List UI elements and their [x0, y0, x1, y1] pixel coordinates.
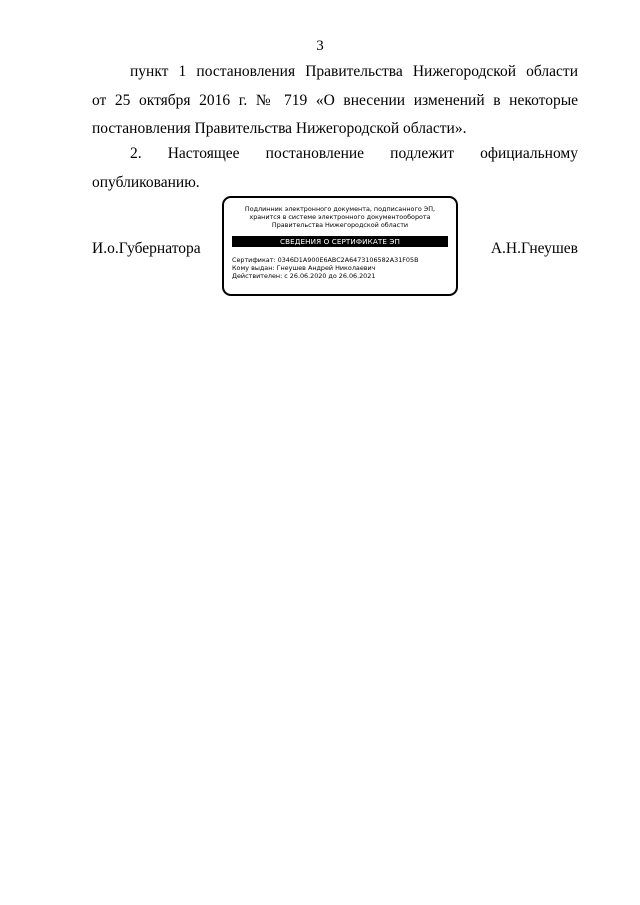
stamp-details: [232, 256, 448, 280]
stamp-valid-period: Действителен: с 26.06.2020 до 26.06.2021: [232, 272, 376, 280]
paragraph-2: [92, 140, 578, 197]
stamp-header-line-1: Подлинник электронного документа, подписанного ЭП,: [244, 205, 436, 213]
paragraph-1-line-2: от 25 октября 2016 г. № 719 «О внесении изменений в некоторые: [92, 91, 578, 109]
paragraph-2-word-4: подлежит: [390, 145, 455, 162]
paragraph-1: [92, 58, 578, 144]
paragraph-2-item-number: 2.: [130, 145, 142, 162]
paragraph-2-line-1: [92, 140, 578, 169]
signature-block: [92, 196, 578, 306]
stamp-header: [232, 205, 448, 229]
signatory-role: И.о.Губернатора: [92, 240, 201, 257]
page-number: 3: [316, 38, 324, 54]
paragraph-2-word-3: постановление: [265, 145, 365, 162]
electronic-signature-stamp: [222, 196, 458, 296]
paragraph-2-word-5: официальному: [480, 145, 578, 162]
paragraph-2-line-2: опубликованию.: [92, 173, 200, 191]
paragraph-2-word-2: Настоящее: [167, 145, 240, 162]
paragraph-1-line-3: постановления Правительства Нижегородской области».: [92, 120, 467, 137]
stamp-header-line-3: Правительства Нижегородской области: [271, 221, 409, 229]
stamp-issued-to: Кому выдан: Гнеушев Андрей Николаевич: [232, 264, 376, 272]
signatory-name: А.Н.Гнеушев: [490, 240, 578, 257]
stamp-certificate: Сертификат: 0346D1A900E6ABC2A6473106582A31F05B: [232, 256, 419, 264]
paragraph-1-line-1: пункт 1 постановления Правительства Нижегородской области: [130, 63, 578, 80]
stamp-title-bar: СВЕДЕНИЯ О СЕРТИФИКАТЕ ЭП: [232, 236, 448, 247]
stamp-header-line-2: хранится в системе электронного документооборота: [249, 213, 431, 221]
